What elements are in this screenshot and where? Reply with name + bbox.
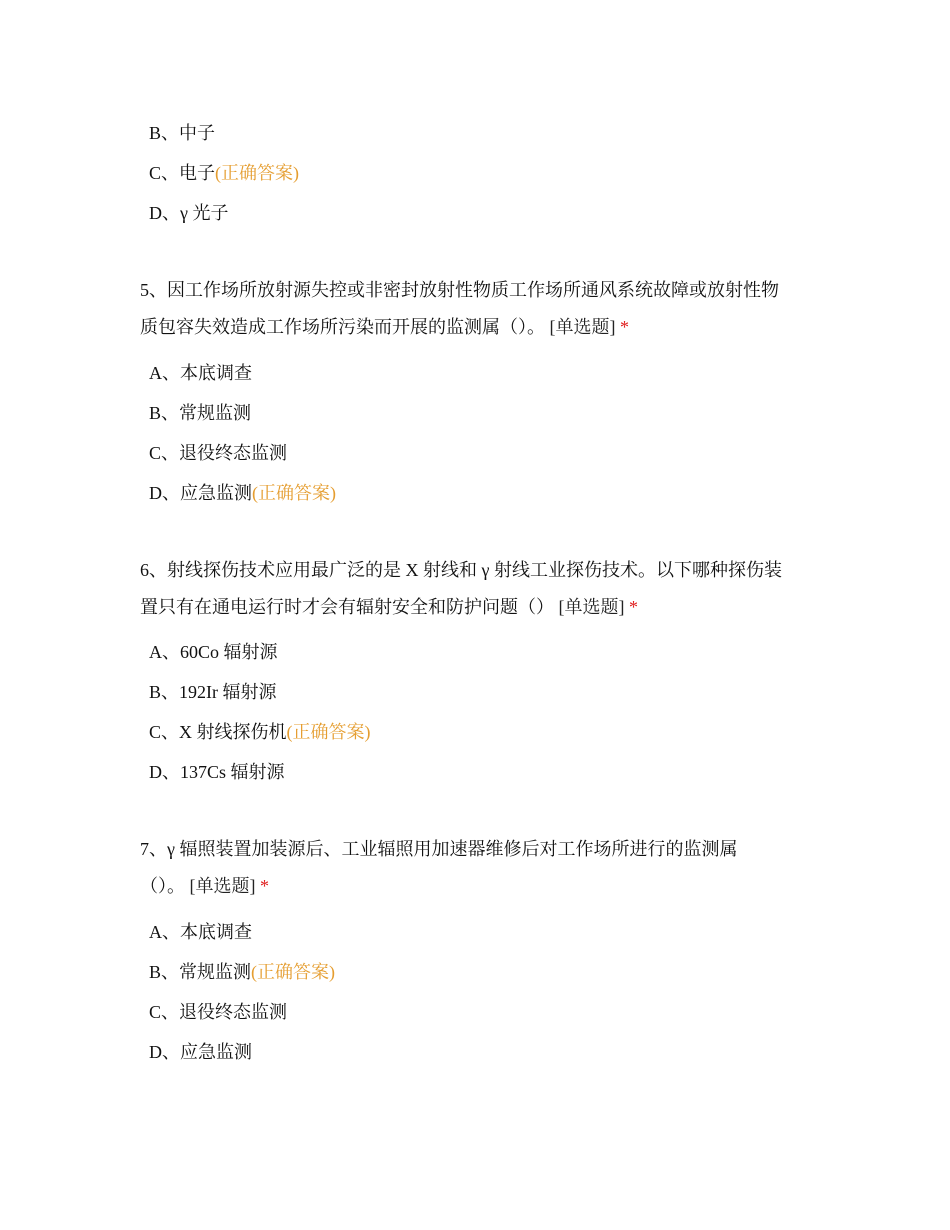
option-text: C、电子 bbox=[149, 163, 216, 183]
option-text: B、常规监测 bbox=[149, 962, 252, 982]
required-mark: * bbox=[260, 876, 269, 896]
required-mark: * bbox=[620, 317, 629, 337]
question-text: （）。 bbox=[140, 876, 185, 896]
question-text-line bbox=[140, 589, 820, 626]
option-text: D、137Cs 辐射源 bbox=[149, 762, 285, 782]
option-text: A、本底调查 bbox=[149, 363, 252, 383]
question-text: 置只有在通电运行时才会有辐射安全和防护问题（） bbox=[140, 597, 554, 617]
correct-answer-mark: (正确答案) bbox=[286, 722, 371, 742]
correct-answer-mark: (正确答案) bbox=[215, 163, 300, 183]
option-text: C、X 射线探伤机 bbox=[149, 722, 287, 742]
option-text: C、退役终态监测 bbox=[149, 1002, 288, 1022]
option-item bbox=[149, 1000, 287, 1024]
question-text-line: 7、γ 辐照装置加装源后、工业辐照用加速器维修后对工作场所进行的监测属 bbox=[140, 839, 738, 859]
option-item bbox=[149, 201, 228, 225]
correct-answer-mark: (正确答案) bbox=[252, 483, 336, 503]
option-text: D、应急监测 bbox=[149, 1042, 252, 1062]
question-text-line: 5、因工作场所放射源失控或非密封放射性物质工作场所通风系统故障或放射性物 bbox=[140, 280, 779, 300]
option-item bbox=[149, 680, 277, 704]
question-text: 质包容失效造成工作场所污染而开展的监测属（）。 bbox=[140, 317, 545, 337]
option-text: D、应急监测 bbox=[149, 483, 252, 503]
option-text: D、γ 光子 bbox=[149, 203, 229, 223]
question-6 bbox=[140, 552, 820, 626]
option-item bbox=[149, 121, 215, 145]
question-5 bbox=[140, 272, 820, 346]
option-item bbox=[149, 1040, 252, 1064]
option-text: B、中子 bbox=[149, 123, 216, 143]
option-item bbox=[149, 481, 336, 505]
option-item bbox=[149, 161, 299, 185]
question-7 bbox=[140, 831, 820, 905]
correct-answer-mark: (正确答案) bbox=[251, 962, 336, 982]
question-text-line bbox=[140, 868, 820, 905]
option-item bbox=[149, 640, 278, 664]
option-text: B、192Ir 辐射源 bbox=[149, 682, 277, 702]
option-item bbox=[149, 441, 287, 465]
required-mark: * bbox=[629, 597, 638, 617]
question-type-tag: [单选题] bbox=[558, 597, 625, 617]
option-item bbox=[149, 920, 252, 944]
option-text: B、常规监测 bbox=[149, 403, 252, 423]
question-type-tag: [单选题] bbox=[189, 876, 256, 896]
option-item bbox=[149, 401, 251, 425]
question-text-line bbox=[140, 309, 820, 346]
option-item bbox=[149, 361, 252, 385]
option-text: A、60Co 辐射源 bbox=[149, 642, 278, 662]
option-text: A、本底调查 bbox=[149, 922, 252, 942]
option-item bbox=[149, 760, 285, 784]
option-item bbox=[149, 960, 335, 984]
option-item bbox=[149, 720, 371, 744]
option-text: C、退役终态监测 bbox=[149, 443, 288, 463]
question-text-line: 6、射线探伤技术应用最广泛的是 X 射线和 γ 射线工业探伤技术。以下哪种探伤装 bbox=[140, 560, 782, 580]
question-type-tag: [单选题] bbox=[549, 317, 616, 337]
